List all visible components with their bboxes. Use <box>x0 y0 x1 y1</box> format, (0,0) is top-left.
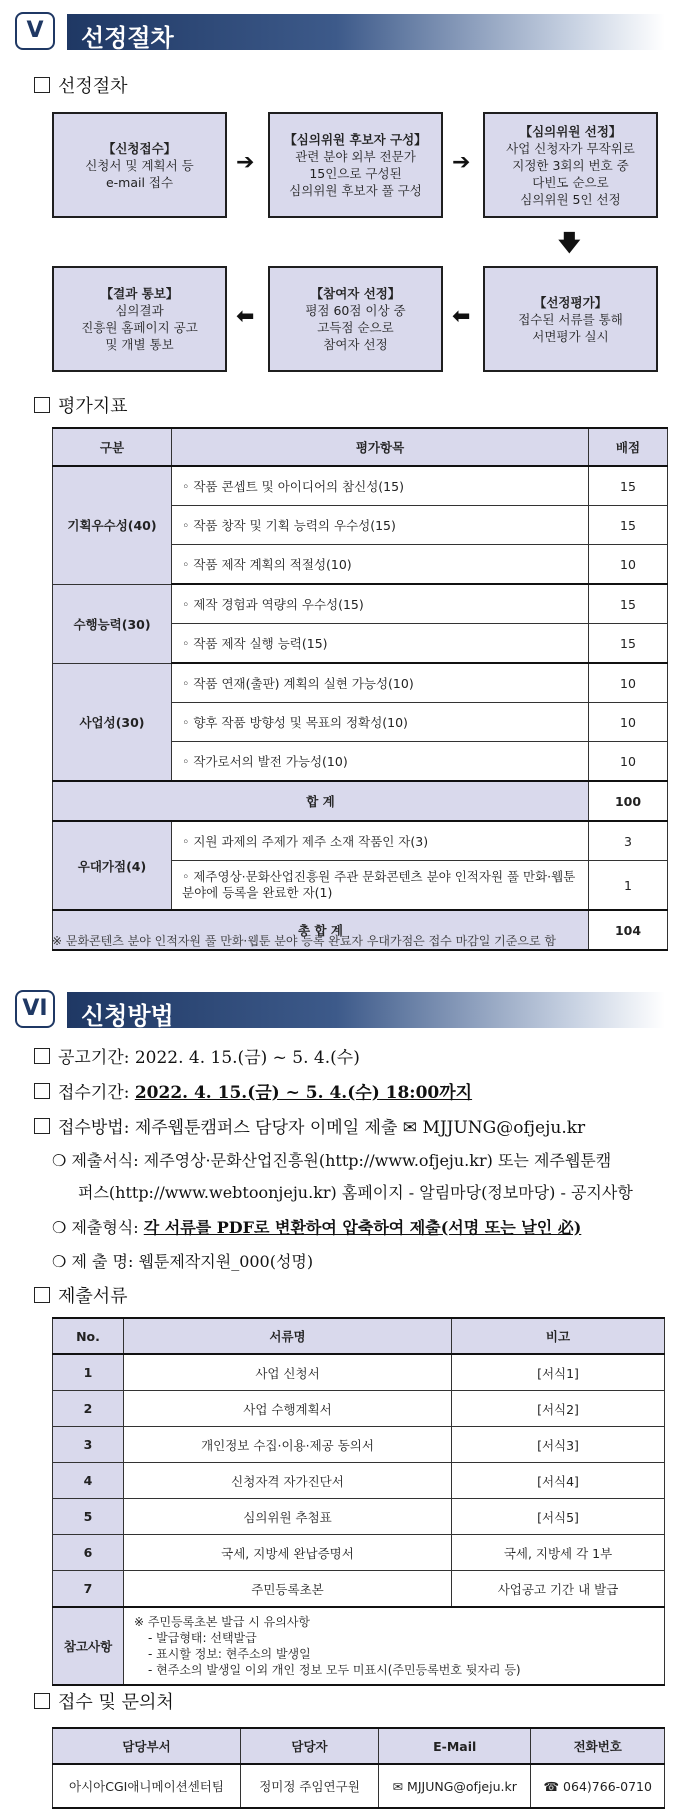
section-title: 신청방법 <box>81 1002 174 1030</box>
item-cell: ◦ 작품 창작 및 기획 능력의 우수성(15) <box>172 506 589 545</box>
checkbox-square-icon <box>34 1693 50 1709</box>
row-number: 7 <box>53 1571 124 1608</box>
subheading-selection <box>34 72 128 98</box>
section-number: VI <box>15 990 55 1028</box>
form-info-line1 <box>52 1148 611 1171</box>
form-info-line2: 퍼스(http://www.webtoonjeju.kr) 홈페이지 - 알림마당(정보마당) - 공지사항 <box>78 1183 633 1202</box>
dept-cell: 아시아CGI애니메이션센터팀 <box>53 1764 241 1808</box>
score-cell: 15 <box>589 624 668 664</box>
doc-note: [서식5] <box>452 1499 665 1535</box>
doc-name: 신청자격 자가진단서 <box>124 1463 452 1499</box>
subheading-text: 선정절차 <box>58 76 128 97</box>
step-line: 지정한 3회의 번호 중 <box>512 157 629 173</box>
section-number: V <box>15 12 55 50</box>
item-cell: ◦ 작품 제작 계획의 적절성(10) <box>172 545 589 585</box>
score-cell: 10 <box>589 703 668 742</box>
item-cell: ◦ 제주영상·문화산업진흥원 주관 문화콘텐츠 분야 인적자원 풀 만화·웹툰 분야에 등록을 완료한 자(1) <box>172 861 589 911</box>
doc-note: [서식1] <box>452 1354 665 1391</box>
row-number: 2 <box>53 1391 124 1427</box>
step-line: 심의결과 <box>115 303 164 318</box>
section-5-header <box>15 12 665 52</box>
category-cell: 사업성(30) <box>53 663 172 781</box>
doc-note: [서식4] <box>452 1463 665 1499</box>
doc-note: [서식2] <box>452 1391 665 1427</box>
doc-name: 주민등록초본 <box>124 1571 452 1608</box>
category-cell: 기획우수성(40) <box>53 466 172 584</box>
checkbox-square-icon <box>34 77 50 93</box>
flow-step-3 <box>483 112 658 218</box>
table-header: 담당자 <box>241 1728 379 1764</box>
flow-step-4 <box>483 266 658 372</box>
table-header: 평가항목 <box>172 428 589 466</box>
item-cell: ◦ 제작 경험과 역량의 우수성(15) <box>172 584 589 624</box>
subtotal-label: 합 계 <box>53 781 589 821</box>
step-line: 고득점 순으로 <box>317 320 394 335</box>
step-line: 평점 60점 이상 중 <box>305 303 406 318</box>
row-number: 3 <box>53 1427 124 1463</box>
total-label: 총 합 계 <box>53 910 589 950</box>
checkbox-square-icon <box>34 1287 50 1303</box>
email-cell[interactable] <box>379 1764 531 1808</box>
score-cell: 10 <box>589 742 668 782</box>
score-cell: 10 <box>589 663 668 703</box>
category-cell: 우대가점(4) <box>53 821 172 910</box>
label: 접수기간: <box>58 1083 130 1103</box>
table-row <box>53 1571 665 1608</box>
table-header: 구분 <box>53 428 172 466</box>
subtotal-value: 100 <box>589 781 668 821</box>
envelope-icon: ✉ <box>402 1118 418 1138</box>
circle-bullet-icon: ❍ <box>52 1218 67 1237</box>
row-number: 6 <box>53 1535 124 1571</box>
reference-row <box>53 1607 665 1685</box>
table-row <box>53 1354 665 1391</box>
arrow-right-icon: ➔ <box>236 150 255 175</box>
section-6-header <box>15 990 665 1030</box>
table-row <box>53 1499 665 1535</box>
phone-cell <box>531 1764 665 1808</box>
row-number: 5 <box>53 1499 124 1535</box>
arrow-left-icon: ⬅ <box>236 304 255 329</box>
score-cell: 15 <box>589 466 668 506</box>
step-title: 【신청접수】 <box>102 140 177 156</box>
table-row <box>53 1427 665 1463</box>
table-row <box>53 1535 665 1571</box>
item-cell: ◦ 작품 연재(출판) 계획의 실현 가능성(10) <box>172 663 589 703</box>
item-cell: ◦ 향후 작품 방향성 및 목표의 정확성(10) <box>172 703 589 742</box>
reference-line: - 발급형태: 선택발급 <box>148 1631 257 1645</box>
step-line: 다빈도 순으로 <box>532 174 609 190</box>
category-cell: 수행능력(30) <box>53 584 172 663</box>
submit-name <box>52 1249 313 1272</box>
step-line: 서면평가 실시 <box>532 328 609 344</box>
flow-step-5 <box>268 266 443 372</box>
table-header: E-Mail <box>379 1728 531 1764</box>
step-line: 신청서 및 계획서 등 <box>85 157 194 173</box>
doc-note: 사업공고 기간 내 발급 <box>452 1571 665 1608</box>
step-line: 접수된 서류를 통해 <box>518 311 623 327</box>
arrow-left-icon: ⬅ <box>452 304 471 329</box>
doc-name: 사업 수행계획서 <box>124 1391 452 1427</box>
phone-icon: ☎ <box>543 1778 560 1794</box>
reference-line: - 현주소의 발생일 이외 개인 정보 모두 미표시(주민등록번호 뒷자리 등) <box>148 1663 521 1677</box>
total-value: 104 <box>589 910 668 950</box>
item-cell: ◦ 작품 콘셉트 및 아이디어의 참신성(15) <box>172 466 589 506</box>
step-line: 심의위원 후보자 풀 구성 <box>289 183 422 198</box>
person-cell: 정미정 주임연구원 <box>241 1764 379 1808</box>
phone-text: 064)766-0710 <box>563 1778 652 1794</box>
announce-period <box>34 1043 360 1068</box>
reference-line: ※ 주민등록초본 발급 시 유의사항 <box>134 1615 311 1629</box>
arrow-down-icon: 🡇 <box>558 231 581 256</box>
score-cell: 1 <box>589 861 668 911</box>
reference-line: - 표시할 정보: 현주소의 발생일 <box>148 1647 311 1661</box>
step-title: 【선정평가】 <box>533 294 608 310</box>
step-title: 【심의위원 선정】 <box>519 123 622 139</box>
label: 공고기간: <box>58 1048 130 1068</box>
text: 제출서식: 제주영상·문화산업진흥원(http://www.ofjeju.kr) 또는 제주웹툰캠 <box>71 1151 612 1170</box>
doc-name: 개인정보 수집·이용·제공 동의서 <box>124 1427 452 1463</box>
table-header: 비고 <box>452 1318 665 1354</box>
table-row <box>53 1463 665 1499</box>
step-title: 【참여자 선정】 <box>310 286 401 301</box>
email-text[interactable]: MJJUNG@ofjeju.kr <box>407 1778 517 1794</box>
checkbox-square-icon <box>34 1083 50 1099</box>
step-line: 참여자 선정 <box>323 337 388 352</box>
checkbox-square-icon <box>34 1118 50 1134</box>
value: 각 서류를 PDF로 변환하여 압축하여 제출(서명 또는 날인 必) <box>143 1218 582 1237</box>
checkbox-square-icon <box>34 1048 50 1064</box>
doc-note: 국세, 지방세 각 1부 <box>452 1535 665 1571</box>
subheading-text: 제출서류 <box>58 1286 128 1307</box>
subheading-docs <box>34 1282 128 1308</box>
step-line: 및 개별 통보 <box>105 337 174 352</box>
flow-step-6 <box>52 266 227 372</box>
label: 접수방법: 제주웹툰캠퍼스 담당자 이메일 제출 <box>58 1118 398 1138</box>
item-cell: ◦ 작가로서의 발전 가능성(10) <box>172 742 589 782</box>
evaluation-table <box>52 427 668 951</box>
circle-bullet-icon: ❍ <box>52 1252 67 1271</box>
score-cell: 3 <box>589 821 668 861</box>
table-row <box>53 1391 665 1427</box>
envelope-icon: ✉ <box>392 1778 404 1794</box>
table-header: 서류명 <box>124 1318 452 1354</box>
doc-note: [서식3] <box>452 1427 665 1463</box>
step-line: 사업 신청자가 무작위로 <box>506 140 635 156</box>
reference-notes <box>124 1607 665 1685</box>
subheading-eval <box>34 392 128 418</box>
item-cell: ◦ 지원 과제의 주제가 제주 소재 작품인 자(3) <box>172 821 589 861</box>
receipt-method <box>34 1113 585 1138</box>
table-row <box>53 1764 665 1808</box>
subheading-text: 접수 및 문의처 <box>58 1692 174 1713</box>
subheading-contact <box>34 1688 174 1714</box>
doc-name: 사업 신청서 <box>124 1354 452 1391</box>
table-header: No. <box>53 1318 124 1354</box>
row-number: 4 <box>53 1463 124 1499</box>
circle-bullet-icon: ❍ <box>52 1151 67 1170</box>
contact-table <box>52 1727 665 1809</box>
table-header: 배점 <box>589 428 668 466</box>
footnote: ※ 문화콘텐츠 분야 인적자원 풀 만화·웹툰 분야 등록 완료자 우대가점은 접수 마감일 기준으로 함 <box>52 934 556 948</box>
receipt-period <box>34 1078 472 1103</box>
email-link[interactable]: MJJUNG@ofjeju.kr <box>422 1118 586 1138</box>
step-line: 15인으로 구성된 <box>309 166 402 181</box>
step-title: 【결과 통보】 <box>100 286 179 301</box>
score-cell: 15 <box>589 584 668 624</box>
reference-label: 참고사항 <box>53 1607 124 1685</box>
arrow-right-icon: ➔ <box>452 150 471 175</box>
flow-step-2 <box>268 112 443 218</box>
submit-format <box>52 1215 581 1238</box>
section-title: 선정절차 <box>81 24 174 52</box>
score-cell: 10 <box>589 545 668 585</box>
text: 제 출 명: 웹툰제작지원_000(성명) <box>71 1252 314 1271</box>
flow-step-1 <box>52 112 227 218</box>
checkbox-square-icon <box>34 397 50 413</box>
step-line: e-mail 접수 <box>105 174 174 190</box>
row-number: 1 <box>53 1354 124 1391</box>
doc-name: 국세, 지방세 완납증명서 <box>124 1535 452 1571</box>
documents-table <box>52 1317 665 1686</box>
table-header: 전화번호 <box>531 1728 665 1764</box>
step-line: 심의위원 5인 선정 <box>520 191 621 207</box>
step-line: 진흥원 홈페이지 공고 <box>81 320 198 335</box>
doc-name: 심의위원 추첨표 <box>124 1499 452 1535</box>
label: 제출형식: <box>71 1218 139 1237</box>
step-title: 【심의위원 후보자 구성】 <box>284 132 427 147</box>
item-cell: ◦ 작품 제작 실행 능력(15) <box>172 624 589 664</box>
subheading-text: 평가지표 <box>58 396 128 417</box>
table-header: 담당부서 <box>53 1728 241 1764</box>
score-cell: 15 <box>589 506 668 545</box>
value: 2022. 4. 15.(금) ~ 5. 4.(수) <box>134 1048 360 1068</box>
step-line: 관련 분야 외부 전문가 <box>295 149 416 164</box>
value: 2022. 4. 15.(금) ~ 5. 4.(수) 18:00까지 <box>134 1083 473 1103</box>
